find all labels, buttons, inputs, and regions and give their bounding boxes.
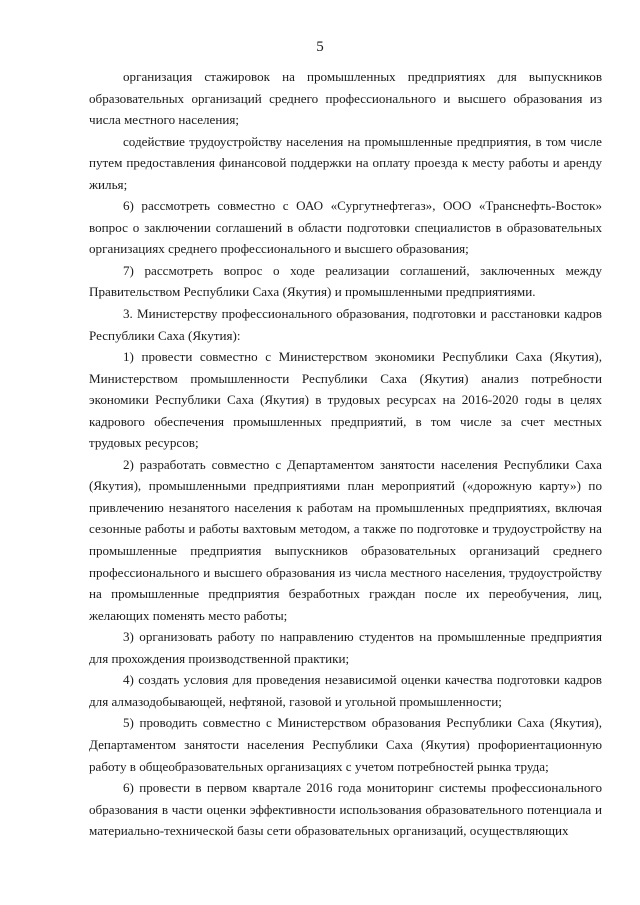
paragraph-item-3-practice: 3) организовать работу по направлению студентов на промышленные предприятия для прохождения производственной практики; [89,629,602,666]
paragraph-item-7-agreements-progress: 7) рассмотреть вопрос о ходе реализации соглашений, заключенных между Правительством Республики Саха (Якутия) и промышленными предприятиями. [89,262,602,300]
paragraph-section-3-ministry: 3. Министерству профессионального образования, подготовки и расстановки кадров Республики Саха (Якутия): [89,306,602,343]
paragraph-item-6-agreements: 6) рассмотреть совместно с ОАО «Сургутнефтегаз», ООО «Транснефть-Восток» вопрос о заключении соглашений в области подготовки специалистов в образовательных организациях среднего профессионального и высшего образования; [89,198,602,257]
paragraph-internships: организация стажировок на промышленных предприятиях для выпускников образовательных организаций среднего профессионального и высшего образования из числа местного населения; [89,69,602,128]
paragraph-employment-assistance: содействие трудоустройству населения на промышленные предприятия, в том числе путем предоставления финансовой поддержки на оплату проезда к месту работы и аренду жилья; [89,133,602,192]
paragraph-item-1-analysis: 1) провести совместно с Министерством экономики Республики Саха (Якутия), Министерством промышленности Республики Саха (Якутия) анализ потребности экономики Республики Саха (Якутия) в трудовых ресурсах на 2016-2020 годы в целях кадрового обеспечения промышленных предприятий, в том числе за счет местных трудовых ресурсов; [89,349,602,451]
page-number: 5 [316,39,324,55]
paragraph-item-4-assessment: 4) создать условия для проведения независимой оценки качества подготовки кадров для алмазодобывающей, нефтяной, газовой и угольной промышленности; [89,672,602,709]
paragraph-item-5-career-guidance: 5) проводить совместно с Министерством образования Республики Саха (Якутия), Департаментом занятости населения Республики Саха (Якутия) профориентационную работу в общеобразовательных организациях с учетом потребностей рынка труда; [89,715,602,774]
document-body [89,66,602,842]
paragraph-item-2-roadmap: 2) разработать совместно с Департаментом занятости населения Республики Саха (Якутия), промышленными предприятиями план мероприятий («дорожную карту») по привлечению незанятого населения к работам на промышленных предприятиях, включая сезонные работы и работы вахтовым методом, а также по подготовке и трудоустройству на промышленные предприятия выпускников образовательных организаций среднего профессионального и высшего образования из числа местного населения, трудоустройству на промышленные предприятия безработных граждан после их переобучения, лиц, желающих поменять место работы; [89,456,602,623]
paragraph-item-6-monitoring: 6) провести в первом квартале 2016 года мониторинг системы профессионального образования в части оценки эффективности использования образовательного потенциала и материально-технической базы сети образовательных организаций, осуществляющих [89,780,602,839]
